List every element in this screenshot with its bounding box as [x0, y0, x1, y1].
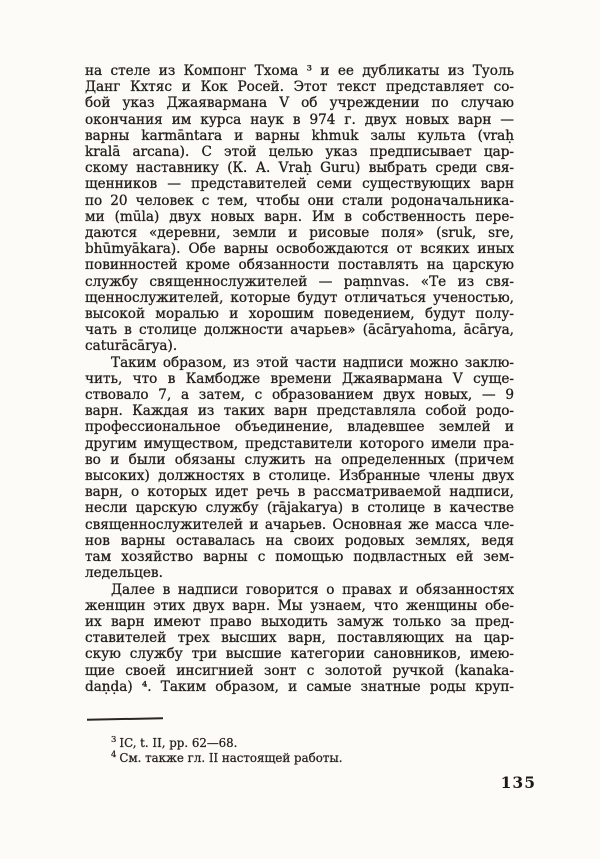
text-line: высоких) должностях в столице. Избранные члены двух	[85, 468, 514, 485]
text-line: женщин этих двух варн. Мы узнаем, что женщины обе-	[85, 597, 514, 614]
footnote-3	[85, 736, 514, 751]
text-line: kralā arcana). С этой целью указ предписывает цар-	[85, 144, 514, 161]
text-line: священнослужителей и ачарьев. Основная же масса чле-	[85, 516, 514, 533]
text-line: Таким образом, из этой части надписи можно заклю-	[111, 354, 514, 371]
text-line: другим имуществом, представители которого имели пра-	[85, 435, 514, 452]
footnote-divider	[87, 717, 163, 721]
text-line: скому наставнику (К. А. Vraḥ Guru) выбрать среди свя-	[85, 160, 514, 177]
text-line: даются «деревни, земли и рисовые поля» (sruk, sre,	[85, 225, 514, 242]
text-line: несли царскую службу (rājakarya) в столице в качестве	[85, 500, 514, 517]
text-line: щие своей инсигнией зонт с золотой ручкой (kanaka-	[85, 662, 514, 679]
footnote-text: IC, t. II, pp. 62—68.	[119, 736, 238, 750]
text-line: во и были обязаны служить на определенных (причем	[85, 451, 514, 468]
paragraph-3	[85, 582, 514, 695]
body-text	[85, 63, 514, 695]
text-line: их варн имеют право выходить замуж только за пред-	[85, 613, 514, 630]
text-line: Данг Кхтяс и Кок Росей. Этот текст представляет со-	[85, 79, 514, 96]
text-line: на стеле из Компонг Тхома ³ и ее дубликаты из Туоль	[85, 63, 514, 79]
text-line: чить, что в Камбодже времени Джаявармана V суще-	[85, 370, 514, 387]
footnote-marker: 3	[111, 735, 117, 746]
text-line: повинностей кроме обязанности поставлять на царскую	[85, 257, 514, 274]
text-line: профессиональное объединение, владевшее землей и	[85, 419, 514, 436]
text-line: бой указ Джаявармана V об учреждении по случаю	[85, 95, 514, 112]
footnote-text: См. также гл. II настоящей работы.	[119, 750, 343, 765]
paragraph-2	[85, 355, 514, 582]
text-line: варн. Каждая из таких варн представляла собой родо-	[85, 403, 514, 420]
footnote-marker: 4	[111, 749, 117, 760]
text-line: ми (mūla) двух новых варн. Им в собственность пере-	[85, 208, 514, 225]
text-line: щеннослужителей, которые будут отличаться ученостью,	[85, 289, 514, 306]
footnotes	[85, 736, 514, 766]
text-line: там хозяйство варны с помощью подвластных ей зем-	[85, 549, 514, 566]
text-line: высокой моралью и хорошим поведением, будут полу-	[85, 306, 514, 323]
text-line: Далее в надписи говорится о правах и обязанностях	[111, 581, 514, 598]
paragraph-1	[85, 63, 514, 355]
text-line: ствовало 7, а затем, с образованием двух новых, — 9	[85, 387, 514, 404]
text-line: варн, о которых идет речь в рассматриваемой надписи,	[85, 484, 514, 501]
text-line: чать в столице должности ачарьев» (ācāryahoma, ācārya,	[85, 322, 514, 339]
text-line: ставителей трех высших варн, поставляющих на цар-	[85, 630, 514, 647]
text-line: нов варны оставалась на своих родовых землях, ведя	[85, 532, 514, 549]
text-line: bhūmyākara). Обе варны освобождаются от всяких иных	[85, 241, 514, 258]
text-line: скую службу три высшие категории сановников, имею-	[85, 646, 514, 663]
text-line: щенников — представителей семи существующих варн	[85, 176, 514, 193]
text-line: по 20 человек с тем, чтобы они стали родоначальника-	[85, 192, 514, 209]
footnote-4	[85, 751, 514, 766]
text-line: ледельцев.	[85, 565, 163, 582]
text-line: варны karmāntara и варны khmuk залы культа (vraḥ	[85, 127, 514, 144]
text-line: caturācārya).	[85, 338, 178, 355]
text-line: daṇḍa) ⁴. Таким образом, и самые знатные роды круп-	[85, 678, 514, 695]
text-line: службу священнослужителей — paṃnvas. «Те из свя-	[85, 273, 514, 290]
text-line: окончания им курса наук в 974 г. двух новых варн —	[85, 111, 514, 128]
page-number: 135	[500, 773, 536, 792]
